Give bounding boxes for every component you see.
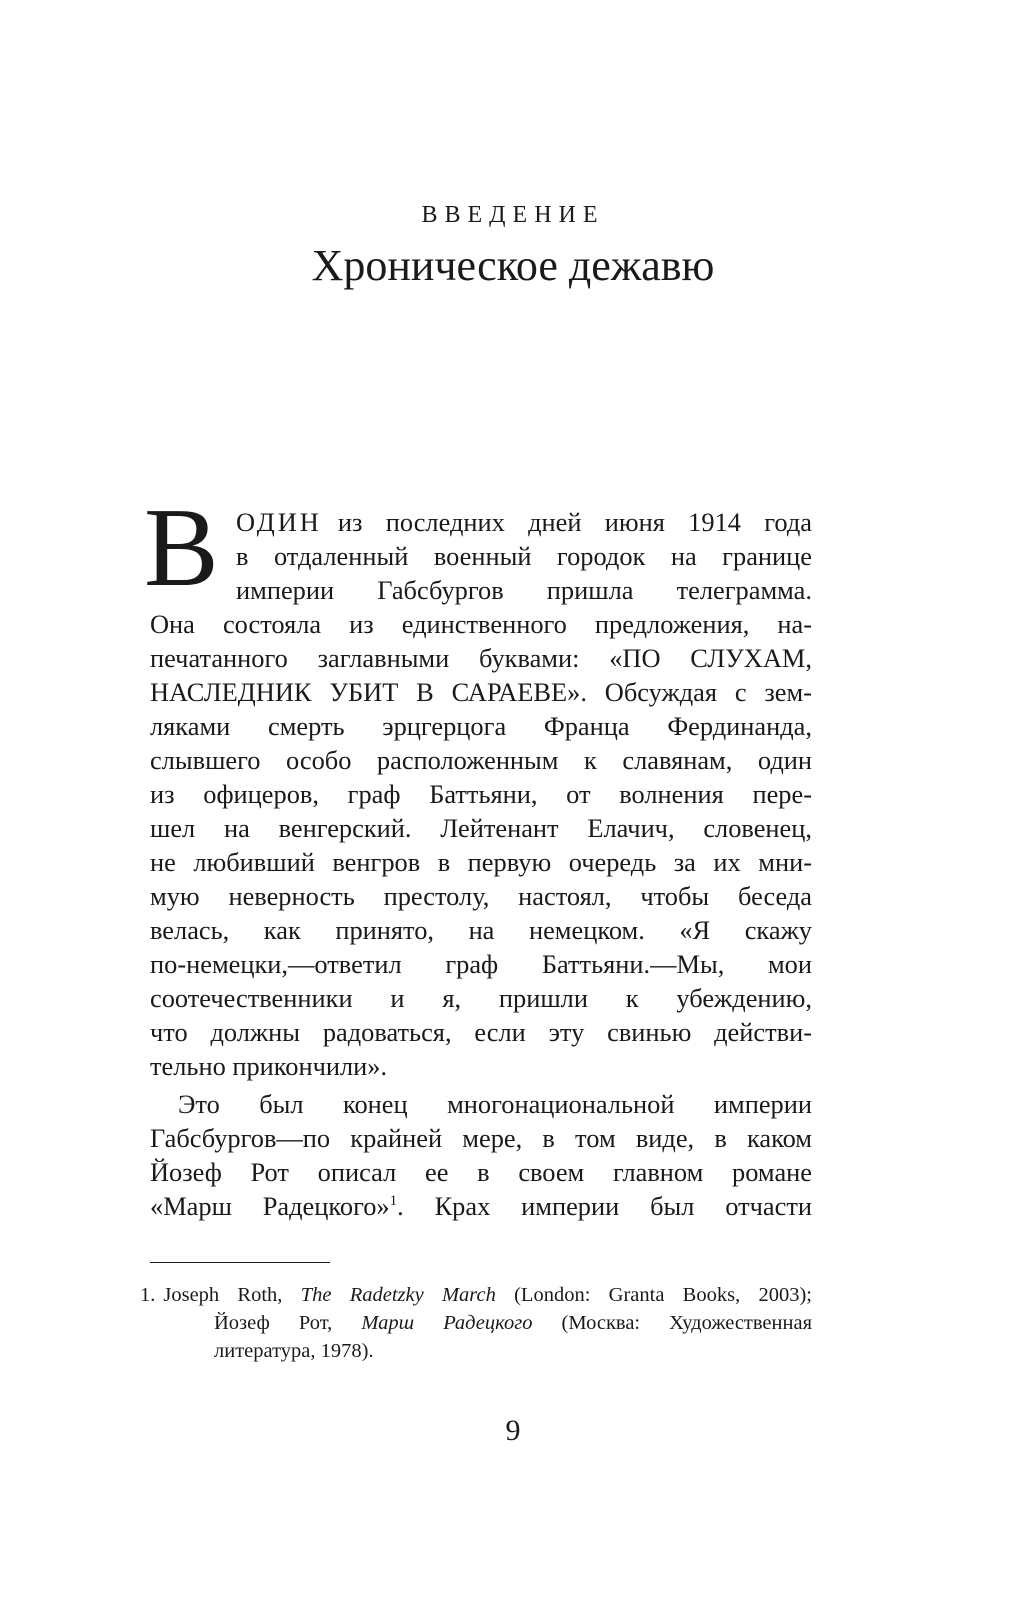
first-word-smallcaps: ОДИН bbox=[236, 507, 322, 537]
footnote-title-en: The Radetzky March bbox=[300, 1284, 496, 1306]
footnote-number: 1. bbox=[140, 1284, 156, 1306]
body-line: «Марш Радецкого»$^1$. Крах империи был отчасти bbox=[150, 1191, 812, 1221]
body-line: мую неверность престолу, настоял, чтобы беседа bbox=[150, 881, 812, 911]
body-line: соотечественники и я, пришли к убеждению, bbox=[150, 983, 812, 1013]
body-line: шел на венгерский. Лейтенант Елачич, словенец, bbox=[150, 813, 812, 843]
body-line: Это был конец многонациональной империи bbox=[178, 1089, 812, 1119]
body-line: велась, как принято, на немецком. «Я скажу bbox=[150, 915, 812, 945]
chapter-kicker: ВВЕДЕНИЕ bbox=[421, 202, 605, 228]
footnote-line: 1. Joseph Roth, The Radetzky March (London: Granta Books, 2003); bbox=[140, 1284, 812, 1306]
body-line: империи Габсбургов пришла телеграмма. bbox=[236, 575, 812, 605]
footnote-title-ru: Марш Радецкого bbox=[361, 1312, 533, 1334]
body-line: из офицеров, граф Баттьяни, от волнения пере- bbox=[150, 779, 812, 809]
body-line: по-немецки,—ответил граф Баттьяни.—Мы, мои bbox=[150, 949, 812, 979]
body-line: в отдаленный военный городок на границе bbox=[236, 541, 812, 571]
footnote-line: литература, 1978). bbox=[214, 1340, 374, 1362]
footnote-line: Йозеф Рот, Марш Радецкого (Москва: Художественная bbox=[214, 1312, 813, 1334]
page-number: 9 bbox=[505, 1414, 521, 1447]
body-line: что должны радоваться, если эту свинью действи- bbox=[150, 1017, 812, 1047]
drop-cap: В bbox=[144, 486, 219, 610]
body-line: печатанного заглавными буквами: «ПО СЛУХАМ, bbox=[150, 643, 812, 673]
body-line: слывшего особо расположенным к славянам, один bbox=[150, 745, 812, 775]
chapter-title: Хроническое дежавю bbox=[311, 241, 715, 290]
body-line: Она состояла из единственного предложения, на- bbox=[150, 609, 812, 639]
body-line: Габсбургов—по крайней мере, в том виде, в каком bbox=[150, 1123, 812, 1153]
footnote-reference[interactable]: 1 bbox=[389, 1193, 398, 1210]
body-line: ОДИН из последних дней июня 1914 года bbox=[236, 507, 812, 537]
body-line: тельно прикончили». bbox=[150, 1051, 388, 1081]
body-line: не любивший венгров в первую очередь за их мни- bbox=[150, 847, 812, 877]
body-line: НАСЛЕДНИК УБИТ В САРАЕВЕ». Обсуждая с зем- bbox=[150, 677, 812, 707]
body-line: ляками смерть эрцгерцога Франца Фердинанда, bbox=[150, 711, 812, 741]
body-line: Йозеф Рот описал ее в своем главном романе bbox=[150, 1157, 812, 1187]
footnote-rule bbox=[150, 1262, 330, 1263]
